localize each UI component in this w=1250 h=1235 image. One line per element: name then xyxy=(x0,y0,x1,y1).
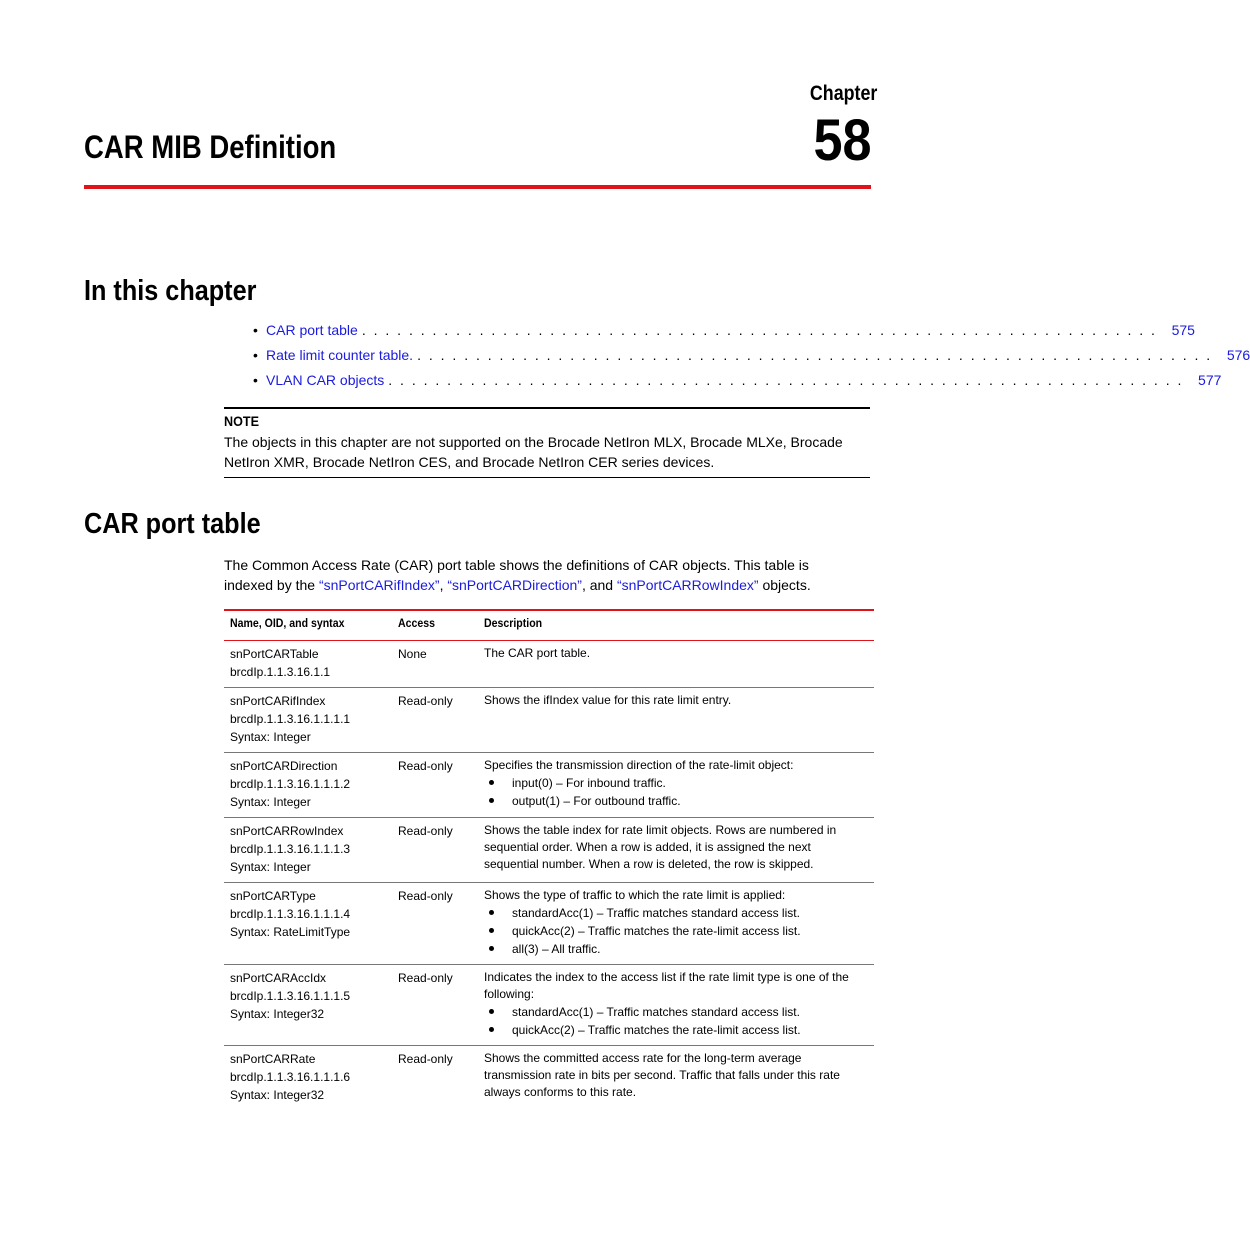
toc-link[interactable]: Rate limit counter table. xyxy=(266,347,414,363)
object-oid: brcdIp.1.1.3.16.1.1.1.2 xyxy=(230,777,351,791)
description-text: Shows the table index for rate limit objects. Rows are numbered in sequential order. When a row is added, it is assigned the next sequential number. When a row is deleted, the row is skipped. xyxy=(484,823,837,871)
toc-bullet: • xyxy=(253,322,258,338)
table-row xyxy=(224,965,874,1046)
object-oid: brcdIp.1.1.3.16.1.1.1.3 xyxy=(230,842,351,856)
chapter-number: 58 xyxy=(813,108,872,173)
object-name: snPortCARifIndex xyxy=(230,694,326,708)
table-row xyxy=(224,818,874,883)
intro-end: objects. xyxy=(758,577,811,593)
table-row xyxy=(224,641,874,688)
toc-link[interactable]: CAR port table xyxy=(266,322,358,338)
chapter-title-rule xyxy=(84,185,871,189)
object-name: snPortCARRowIndex xyxy=(230,824,344,838)
name-oid-cell xyxy=(224,641,392,688)
value-list xyxy=(484,1003,868,1039)
link-snportcarifindex[interactable]: “snPortCARifIndex” xyxy=(318,577,440,593)
toc-bullet: • xyxy=(253,347,258,363)
access-cell: Read-only xyxy=(392,965,478,1046)
toc-leader: . . . . . . . . . . . . . . . . . . . . . . . . . . . . . . . . . . . . . . . . . . . . . . . . . . . . . . . . . . . . . . . . . . . . xyxy=(417,347,1213,363)
object-name: snPortCARTable xyxy=(230,647,319,661)
toc-item[interactable] xyxy=(253,347,1250,372)
value-list-item: output(1) – For outbound traffic. xyxy=(484,792,868,810)
chapter-title: CAR MIB Definition xyxy=(84,129,337,165)
column-header: Access xyxy=(392,610,478,641)
intro-text: The Common Access Rate (CAR) port table shows the definitions of CAR objects. This table is indexed by the xyxy=(224,557,809,593)
intro-paragraph xyxy=(224,555,854,595)
name-oid-cell xyxy=(224,688,392,753)
description-cell xyxy=(478,641,874,688)
object-name: snPortCARRate xyxy=(230,1052,316,1066)
access-cell: Read-only xyxy=(392,883,478,965)
object-syntax: Syntax: Integer xyxy=(230,860,311,874)
value-list-item: input(0) – For inbound traffic. xyxy=(484,774,868,792)
value-list-item: quickAcc(2) – Traffic matches the rate-limit access list. xyxy=(484,922,868,940)
description-text: Shows the ifIndex value for this rate limit entry. xyxy=(484,693,732,707)
toc-item[interactable] xyxy=(253,372,1222,397)
intro-sep: , and xyxy=(581,577,617,593)
toc-item[interactable] xyxy=(253,322,1195,347)
link-snportcarrowindex[interactable]: “snPortCARRowIndex” xyxy=(616,577,759,593)
column-header: Description xyxy=(478,610,874,641)
description-cell xyxy=(478,688,874,753)
description-text: Shows the type of traffic to which the rate limit is applied: xyxy=(484,888,786,902)
chapter-label: Chapter xyxy=(809,82,877,105)
object-name: snPortCARAccIdx xyxy=(230,971,327,985)
description-text: Specifies the transmission direction of the rate-limit object: xyxy=(484,758,794,772)
note-text: The objects in this chapter are not supported on the Brocade NetIron MLX, Brocade MLXe, Brocade NetIron XMR, Brocade NetIron CES, and Brocade NetIron CER series devices. xyxy=(224,434,843,470)
object-oid: brcdIp.1.1.3.16.1.1.1.6 xyxy=(230,1070,351,1084)
toc-leader: . . . . . . . . . . . . . . . . . . . . . . . . . . . . . . . . . . . . . . . . . . . . . . . . . . . . . . . . . . . . . . . . . . . . xyxy=(388,372,1184,388)
name-oid-cell xyxy=(224,1046,392,1111)
object-syntax: Syntax: Integer xyxy=(230,795,311,809)
object-oid: brcdIp.1.1.3.16.1.1.1.1 xyxy=(230,712,351,726)
intro-sep: , xyxy=(439,577,448,593)
table-row xyxy=(224,883,874,965)
description-cell xyxy=(478,883,874,965)
toc-link[interactable]: VLAN CAR objects xyxy=(266,372,385,388)
description-cell xyxy=(478,965,874,1046)
description-cell xyxy=(478,753,874,818)
value-list xyxy=(484,774,868,810)
name-oid-cell xyxy=(224,883,392,965)
table-row xyxy=(224,1046,874,1111)
value-list xyxy=(484,904,868,958)
table-header-row xyxy=(224,610,874,641)
link-snportcardirection[interactable]: “snPortCARDirection” xyxy=(447,577,582,593)
toc-page[interactable]: 577 xyxy=(1198,372,1222,388)
access-cell: None xyxy=(392,641,478,688)
object-syntax: Syntax: Integer32 xyxy=(230,1007,325,1021)
description-cell xyxy=(478,818,874,883)
toc-page[interactable]: 575 xyxy=(1171,322,1195,338)
car-port-table-heading: CAR port table xyxy=(84,508,261,540)
table-row xyxy=(224,688,874,753)
access-cell: Read-only xyxy=(392,753,478,818)
name-oid-cell xyxy=(224,753,392,818)
access-cell: Read-only xyxy=(392,818,478,883)
value-list-item: all(3) – All traffic. xyxy=(484,940,868,958)
toc-bullet: • xyxy=(253,372,258,388)
object-syntax: Syntax: Integer xyxy=(230,730,311,744)
value-list-item: standardAcc(1) – Traffic matches standard access list. xyxy=(484,904,868,922)
note-label: NOTE xyxy=(224,413,260,429)
column-header: Name, OID, and syntax xyxy=(224,610,392,641)
object-oid: brcdIp.1.1.3.16.1.1.1.5 xyxy=(230,989,351,1003)
note-box xyxy=(224,407,870,478)
object-oid: brcdIp.1.1.3.16.1.1 xyxy=(230,665,331,679)
value-list-item: quickAcc(2) – Traffic matches the rate-limit access list. xyxy=(484,1021,868,1039)
description-cell xyxy=(478,1046,874,1111)
object-syntax: Syntax: RateLimitType xyxy=(230,925,351,939)
name-oid-cell xyxy=(224,965,392,1046)
table-row xyxy=(224,753,874,818)
chapter-toc xyxy=(253,322,1250,397)
description-text: The CAR port table. xyxy=(484,646,591,660)
value-list-item: standardAcc(1) – Traffic matches standard access list. xyxy=(484,1003,868,1021)
car-port-mib-table xyxy=(224,609,874,1110)
access-cell: Read-only xyxy=(392,688,478,753)
object-syntax: Syntax: Integer32 xyxy=(230,1088,325,1102)
object-oid: brcdIp.1.1.3.16.1.1.1.4 xyxy=(230,907,351,921)
name-oid-cell xyxy=(224,818,392,883)
in-this-chapter-heading: In this chapter xyxy=(84,275,257,307)
description-text: Shows the committed access rate for the long-term average transmission rate in bits per second. Traffic that falls under this rate always conforms to this rate. xyxy=(484,1051,840,1099)
access-cell: Read-only xyxy=(398,1052,453,1066)
object-name: snPortCARType xyxy=(230,889,316,903)
object-name: snPortCARDirection xyxy=(230,759,338,773)
toc-leader: . . . . . . . . . . . . . . . . . . . . . . . . . . . . . . . . . . . . . . . . . . . . . . . . . . . . . . . . . . . . . . . . . . . . xyxy=(361,322,1157,338)
toc-page[interactable]: 576 xyxy=(1226,347,1250,363)
description-text: Indicates the index to the access list if the rate limit type is one of the following: xyxy=(484,970,849,1001)
